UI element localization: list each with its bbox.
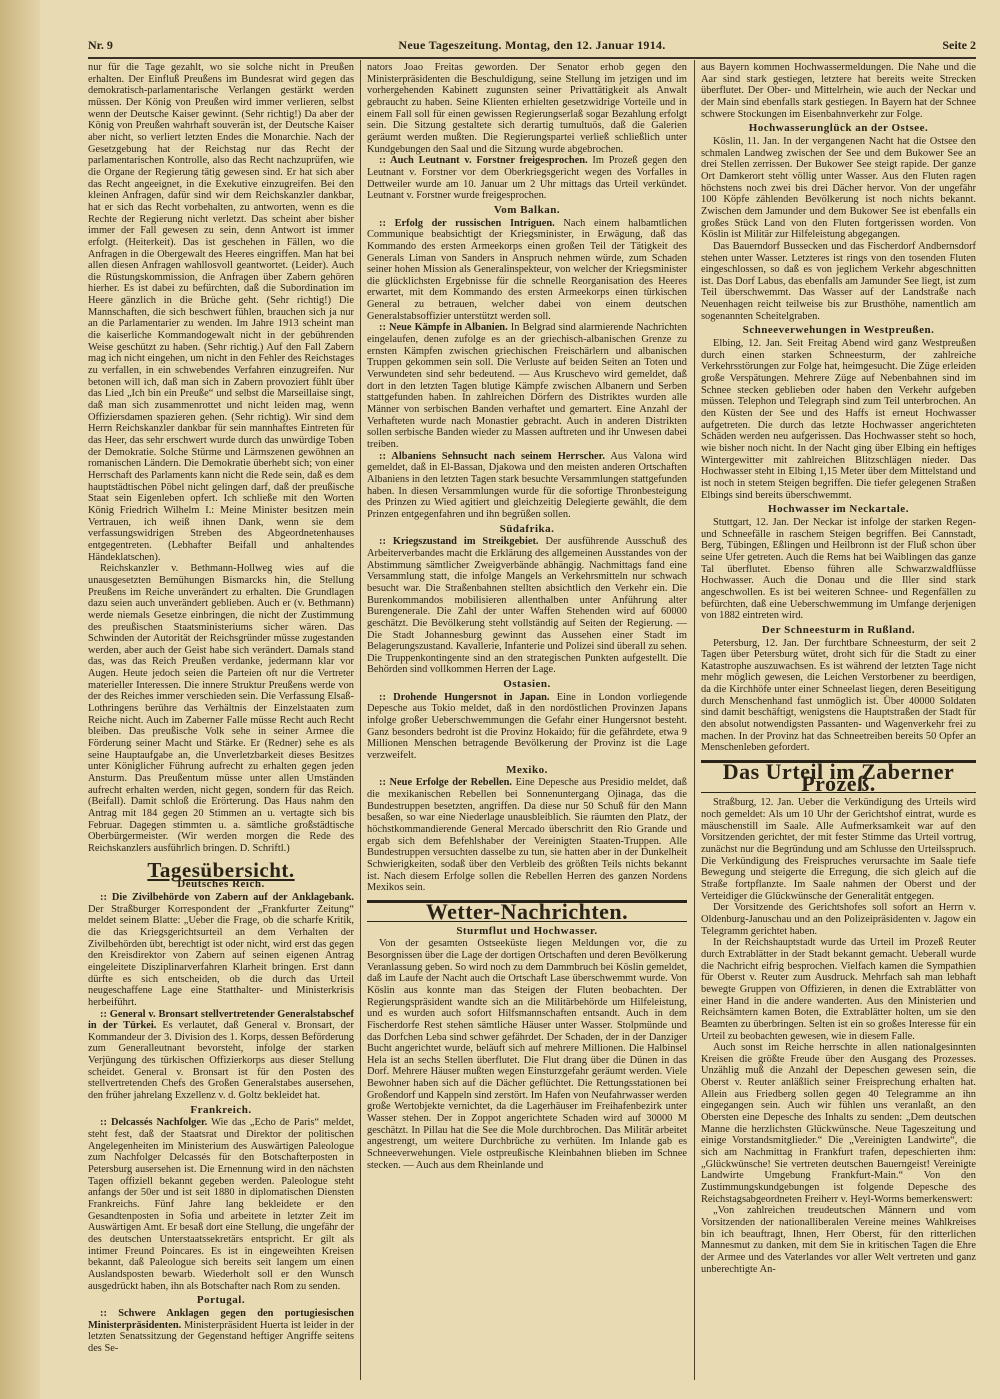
page-number: Seite 2 bbox=[942, 38, 976, 52]
article-paragraph bbox=[701, 1042, 976, 1205]
article-text: Im Prozeß gegen den Leutnant v. Forstner vor dem Oberkriegsgericht wegen des Vorfalles in Dettweiler wurde am 10. Januar um 2 Uhr mittags das Urteil verkündet. Leutnant v. Forstner wurde freigesprochen. bbox=[367, 155, 687, 202]
article-paragraph bbox=[367, 322, 687, 450]
article-headline: :: Die Zivilbehörde von Zabern auf der Anklagebank. bbox=[100, 891, 354, 903]
article-text: nators Joao Freitas geworden. Der Senator erhob gegen den Ministerpräsidenten die Beschuldigung, seine Stellung im jetzigen und im vorhergehenden Kabinett zugunsten seiner Privattätigkeit als Anwalt gebraucht zu haben. Seine Klienten erhielten gesetzwidrige Vorteile und in einem Fall soll für einen gewissen Regierungserlaß sogar Bezahlung erfolgt sein. Die Sitzung gestaltete sich derartig tumultuös, daß die Galerien geräumt werden mußten. Die Regierungspartei verließ schließlich unter Kundgebungen den Saal und die Sitzung wurde abgebrochen. bbox=[367, 62, 687, 155]
article-paragraph bbox=[88, 1117, 354, 1292]
article-text: In der Reichshauptstadt wurde das Urteil im Prozeß Reuter durch Extrablätter in der Stadt bekannt gemacht. Ueberall wurde die Nachricht eifrig besprochen. Vielfach kamen die Sympathien für Oberst v. Reuter zum Ausdruck. Mehrfach sah man lebhaft bewegte Gruppen von Offizieren, in denen die Extrablätter von einer Hand in die andere wanderten. Aus den Ministerien und Reichsämtern kamen Boten, die Extrablätter holten, um sie den Beamten zu überbringen. Selten ist ein so großes Interesse für ein Urteil zu beobachten gewesen, wie in diesem Falle. bbox=[701, 937, 976, 1042]
article-paragraph bbox=[701, 241, 976, 323]
article-text: Von der gesamten Ostseeküste liegen Meldungen vor, die zu Besorgnissen über die Lage der dortigen Ortschaften und deren Bevölkerung Veranlassung geben. So wird noch zu dem Dammbruch bei Köslin gemeldet, daß im Laufe der Nacht auch die Ortschaft Lase überschwemmt wurde. Von Köslin aus konnte man das Steigen der Fluten beobachten. Der Regierungspräsident wandte sich an die Militärbehörde um Hilfeleistung, und es wurden auch sofort Hilfsmannschaften entsandt. Auch in dem Fischerdorfe Rest stehen sämtliche Häuser unter Wasser. Stolpmünde und das Dorfchen Leba sind schwer gefährdet. Der Schaden, der in der Danziger Bucht angerichtet wurde, beläuft sich auf mehrere Millionen. Die Halbinsel Hela ist an sechs Stellen überflutet. Die Flut drang über die Dünen in das Dorf. Mehrere Häuser mußten wegen Einsturzgefahr geräumt werden. Viele Bewohner haben sich auf die Dächer geflüchtet. Die Rettungsstationen bei Großendorf und Kappeln sind zerstört. Im Hafen von Neufahrwasser werden große Wertobjekte vernichtet, da die Lagerhäuser im Freihafenbezirk unter Wasser stehen. Der in Zoppot angerichtete Schaden wird auf 30000 M geschätzt. In Pillau hat die See die Mole durchbrochen. Das Militär arbeitet angestrengt, um weitere Durchbrüche zu verhüten. Im Inlande gab es Schneeverwehungen. Viele ostpreußische Kleinbahnen blieben im Schnee stecken. — Auch aus dem Rheinlande und bbox=[367, 938, 687, 1171]
issue-number: Nr. 9 bbox=[88, 38, 113, 52]
section-heading: Südafrika. bbox=[499, 522, 555, 535]
article-text: Petersburg, 12. Jan. Der furchtbare Schneesturm, der seit 2 Tagen über Petersburg wütet, droht sich für die Stadt zu einer Katastrophe auszuwachsen. Es ist während der letzten Tage nicht mehr möglich gewesen, die Leichen Verstorbener zu beerdigen, da die Kirchhöfe unter einer Schneelast liegen, deren Beseitigung durch Menschenhand fast unmöglich ist. Über 40000 Soldaten sind damit beschäftigt, wenigstens die Hauptstraßen der Stadt für den absolut notwendigsten Passanten- und Wagenverkehr frei zu machen. In der Provinz hat das Schneetreiben bereits 50 Opfer an Menschenleben gefordert. bbox=[701, 637, 976, 754]
article-paragraph bbox=[367, 938, 687, 1171]
header-rule bbox=[88, 57, 976, 59]
major-heading: Tagesübersicht. bbox=[147, 857, 295, 882]
article-paragraph bbox=[701, 136, 976, 241]
column-divider bbox=[360, 60, 361, 1380]
article-headline: :: Drohende Hungersnot in Japan. bbox=[379, 691, 550, 703]
section-heading: Hochwasserunglück an der Ostsee. bbox=[748, 122, 929, 135]
article-paragraph bbox=[367, 692, 687, 762]
article-paragraph bbox=[367, 218, 687, 323]
article-text: Eine Depesche aus Presidio meldet, daß die mexikanischen Rebellen bei Sonnenuntergang Ojinaga, das die Bundestruppen besetzten, angriffen. Da diese nur 50 Schuß für den Mann besaßen, so war eine Niederlage unausbleiblich. Sie räumten den Platz, der höchstkommandierende General Mercado überschritt den Rio Grande und ergab sich dem Befehlshaber der Vereinigten Staaten-Truppen. Alle Bundestruppen versuchten dasselbe zu tun, sie hatten aber in der Dunkelheit Schwierigkeiten, sodaß über den Verbleib des größten Teils nichts bekannt ist. Nach diesem Erfolge sollen die Rebellen Herren des ganzen Nordens Mexikos sein. bbox=[367, 777, 687, 894]
article-text: Stuttgart, 12. Jan. Der Neckar ist infolge der starken Regen- und Schneefälle in raschem Steigen begriffen. Bei Cannstadt, Berg, Tübingen, Eßlingen und Heilbronn ist der Fluß schon über seine Ufer getreten. Auch die Rems hat bei Waiblingen das ganze Tal überflutet. Ebenso führen alle Schwarzwaldflüsse Hochwasser. Auch die Donau und die Iller sind stark angeschwollen. Es ist bei weiteren Schnee- und Regenfällen zu befürchten, daß eine Ueberschwemmung im Umfange derjenigen von 1882 eintreten wird. bbox=[701, 516, 976, 622]
article-paragraph bbox=[367, 62, 687, 155]
article-paragraph bbox=[88, 62, 354, 563]
article-paragraph bbox=[701, 517, 976, 622]
article-text: Auch sonst im Reiche herrschte in allen nationalgesinnten Kreisen die größte Freude über den Ausgang des Prozesses. Unzählig muß die Anzahl der Depeschen gewesen sein, die Oberst v. Reuter anläßlich seiner Freisprechung erhalten hat. Allein aus Friedberg sollen gegen 40 Telegramme an ihn eingegangen sein. Auch wir fühlen uns veranlaßt, an den Obersten eine Depesche des Inhalts zu senden: „Dem deutschen Manne die herzlichsten Glückwünsche. Neue Tageszeitung und einige Vorstandsmitglieder.“ Die „Vereinigten Landwirte“, die sich am Nachmittag in Frankfurt trafen, depeschierten ihm: „Glückwünsche! Sie vertreten deutschen Bauerngeist! Vereinigte Landwirte Umgebung Frankfurt-Main.“ Von den Zustimmungskundgebungen ist folgende Depesche des Reichstagsabgeordneten Freiherr v. Heyl-Worms bemerkenswert: bbox=[701, 1042, 976, 1205]
article-text: Ministerpräsident Huerta ist leider in der letzten Senatssitzung der Gegenstand heftiger Angriffe seitens des Se- bbox=[88, 1319, 354, 1354]
column-divider bbox=[694, 60, 695, 1380]
article-headline: :: Auch Leutnant v. Forstner freigesprochen. bbox=[379, 155, 588, 167]
article-paragraph bbox=[88, 1009, 354, 1102]
article-headline: :: General v. Bronsart stellvertretender Generalstabschef in der Türkei. bbox=[88, 1008, 354, 1032]
article-text: Aus Valona wird gemeldet, daß in El-Bassan, Djakowa und den meisten anderen Ortschaften Albaniens in den letzten Tagen stark besuchte Versammlungen stattgefunden haben. In diesen Versammlungen wurde für die sofortige Thronbesteigung des Prinzen zu Wied agitiert und gleichzeitig Delegierte gewählt, die dem Prinzen entgegenfahren und ihn begrüßen sollen. bbox=[367, 450, 687, 520]
article-paragraph bbox=[367, 155, 687, 202]
masthead: Neue Tageszeitung. Montag, den 12. Januar 1914. bbox=[398, 38, 666, 52]
page-header bbox=[88, 38, 976, 56]
article-text: Eine in London vorliegende Depesche aus Tokio meldet, daß in den nordöstlichen Provinzen Japans infolge großer Ueberschwemmungen die Gefahr einer Hungersnot besteht. Ganz besonders bedroht ist die Provinz Hokaido; für die gefährdete, etwa 9 Millionen Menschen betragende Bevölkerung der Provinz ist die Lage verzweifelt. bbox=[367, 691, 687, 762]
article-headline: :: Erfolg der russischen Intriguen. bbox=[379, 217, 555, 229]
article-paragraph bbox=[701, 1205, 976, 1275]
article-paragraph bbox=[88, 1308, 354, 1355]
section-heading: Ostasien. bbox=[503, 678, 551, 691]
article-paragraph bbox=[88, 563, 354, 854]
article-text: Das Bauerndorf Bussecken und das Fischerdorf Andbernsdorf stehen unter Wasser. Letzteres ist rings von den tosenden Fluten eingeschlossen, so daß es von jeglichem Verkehr abgeschnitten ist. Das Dorf Labus, das ebenfalls am Jamunder See liegt, ist zum Teil überschwemmt. Das Wasser auf der Landstraße nach Neuenhagen reicht teilweise bis zur Brusthöhe, namentlich am sogenannten Scheitelgraben. bbox=[701, 240, 976, 322]
article-text: Reichskanzler v. Bethmann-Hollweg wies auf die unausgesetzten Bemühungen Bismarcks hin, die Stellung Preußens im Reiche unverändert zu erhalten. Die Grundlagen dazu seien auch unverändert geblieben. Auch er (v. Bethmann) werde niemals Gesetze einbringen, die nicht der Zustimmung des preußischen Staatsministeriums sicher wären. Das Schwinden der Autorität der Reichsgründer müsse zugestanden werden, aber auch der Geist habe sich verändert. Damals stand das, was das Reich Preußen verdanke, jedermann klar vor Augen. Heute jedoch seien die Parteien oft nur die Vertreter materieller Interessen. Die innere Struktur Preußens werde von der des Reiches immer verschieden sein. Die Verfassung Elsaß-Lothringens berühre das Verhältnis der Einzelstaaten zum Reiche nicht. Auch im Zaberner Falle müsse Recht auch Recht bleiben. Das preußische Volk sehe in seiner Armee die Förderung seiner Macht und Stärke. Er (Redner) sehe es als seine Hauptaufgabe an, die Unverletzbarkeit dieses Besitzes unter Königlicher Führung aufrecht zu erhalten gegen jeden Ansturm. Das Preußentum müsse unter allen Umständen aufrecht erhalten werden, nicht gegen, sondern für das Reich. (Beifall). Damit schloß die Erörterung. Das Haus nahm den Antrag mit 184 gegen 20 Stimmen an u. vertagte sich bis Februar. Dagegen stimmten u. a. sämtliche großstädtische Oberbürgermeister. (Wir werden morgen die Rede des Reichskanzlers ausführlich bringen. D. Schriftl.) bbox=[88, 563, 354, 854]
article-paragraph bbox=[88, 892, 354, 1009]
section-heading: Hochwasser im Neckartale. bbox=[768, 503, 909, 516]
article-headline: :: Kriegszustand im Streikgebiet. bbox=[379, 536, 539, 548]
article-text: Der Straßburger Korrespondent der „Frankfurter Zeitung“ meldet seinem Blatte: „Ueber die Frage, ob die scharfe Kritik, die das Kriegsgerichtsurteil an dem Verhalten der Zivilbehörden übt, berechtigt ist oder nicht, wird erst das gegen den Kreisdirektor von Zabern auf seinen eigenen Antrag eingeleitete Disziplinarverfahren Klarheit bringen. Erst dann dürfte es sich entscheiden, ob die durch das Urteil neugeschaffene Lage eine Statthalter- und Ministerkrisis herbeiführt. bbox=[88, 903, 354, 1008]
section-heading: Portugal. bbox=[196, 1294, 246, 1307]
article-paragraph bbox=[701, 937, 976, 1042]
section-heading: Frankreich. bbox=[190, 1103, 252, 1116]
article-paragraph bbox=[701, 638, 976, 755]
article-text: Wie das „Echo de Paris“ meldet, steht fest, daß der Staatsrat und Direktor der politischen Angelegenheiten im Ministerium des Auswärtigen Paleologue zum Nachfolger Delcassés für den Botschafterposten in Petersburg ausersehen ist. Die Ernennung wird in den nächsten Tagen offiziell bekannt gegeben werden. Paleologue steht anfangs der 50er und ist seit 1880 in diplomatischen Diensten Frankreichs. Fünf Jahre lang bekleidete er den Gesandtenposten in Sofia und arbeitete in letzter Zeit im Auswärtigen Amt. Er besaß dort eine Stellung, die ungefähr der des deutschen Unterstaatssekretärs entspricht. Er gilt als intimer Freund Poincares. Es ist in eingeweihten Kreisen bekannt, daß Paleologue sich bereits seit langem um einen Auslandsposten bewarb. Wiederholt soll er den Wunsch ausgedrückt haben, ihn als Botschafter nach Rom zu senden. bbox=[88, 1117, 354, 1292]
article-paragraph bbox=[701, 338, 976, 501]
article-text: Der Vorsitzende des Gerichtshofes soll sofort an Herrn v. Oldenburg-Januschau und an den Polizeipräsidenten v. Jagow ein Telegramm gerichtet haben. bbox=[701, 902, 976, 937]
article-text: In Belgrad sind alarmierende Nachrichten eingelaufen, denen zufolge es an der griechisch-albanischen Grenze zu ernsten Kämpfen zwischen griechischen Freischärlern und albanischen Truppen gekommen sein soll. Die Verluste auf beiden Seiten an Toten und Verwundeten sind sehr bedeutend. — Aus Kruschevo wird gemeldet, daß dort in den letzten Tagen blutige Kämpfe zwischen Albanern und Serben stattgefunden haben. In zahlreichen Dörfern des Distriktes wurden alle Männer von serbischen Banden verhaftet und gemartert. Eine Anzahl der Verhafteten wurde nach Monastier gebracht. Auch in anderen Distrikten sollen serbische Banden wieder zu Massen auftreten und ihr Unwesen dabei treiben. bbox=[367, 322, 687, 450]
major-heading: Das Urteil im Zaberner Prozeß. bbox=[701, 760, 976, 793]
column-3 bbox=[701, 62, 976, 1380]
article-paragraph bbox=[367, 451, 687, 521]
section-heading: Mexiko. bbox=[506, 763, 548, 776]
article-text: „Von zahlreichen treudeutschen Männern und vom Vorsitzenden der nationalliberalen Vereine meines Wahlkreises bin ich beauftragt, Ihnen, Herr Oberst, für den ritterlichen Mannesmut zu danken, mit dem Sie in kritischen Tagen die Ehre der Armee und des Vaterlandes vor aller Welt vertreten und ganz unberechtigte An- bbox=[701, 1205, 976, 1275]
article-text: Straßburg, 12. Jan. Ueber die Verkündigung des Urteils wird noch gemeldet: Als um 10 Uhr der Gerichtshof eintrat, wurde es mäuschenstill im Saale. Alle Aufmerksamkeit war auf den Vorsitzenden gerichtet, der mit fester Stimme das Urteil vortrug, zunächst nur die Begründung und am Schlusse den Urteilsspruch. Die Verkündigung des Freispruches verursachte im Saale tiefe Bewegung und steigerte die Erregung, die sich gleich auf die Straße fortpflanzte. Im Saale nahmen der Oberst und der Verteidiger die Glückwünsche der Generalität entgegen. bbox=[701, 797, 976, 902]
article-text: Köslin, 11. Jan. In der vergangenen Nacht hat die Ostsee den schmalen Landweg zwischen der See und dem Bukower See an drei Stellen zerrissen. Der Bukower See steigt rapide. Der ganze Ort Damkerort steht völlig unter Wasser. Aus den Fluten ragen höchstens noch zwei bis drei Dächer hervor. Von der ungefähr 100 Köpfe zählenden Bevölkerung ist noch nichts bekannt. Zwischen dem Jamunder und dem Bukower See ist ebenfalls ein großes Stück Land von den Fluten fortgerissen worden. Von Köslin ist Militär zur Hilfeleistung abgegangen. bbox=[701, 135, 976, 241]
column-2 bbox=[367, 62, 687, 1380]
article-text: Es verlautet, daß General v. Bronsart, der Kommandeur der 3. Division des 1. Korps, dessen Beförderung zum Generalleutnant bevorsteht, infolge der starken Verjüngung des türkischen Offizierkorps aus dieser Stellung scheidet. General v. Bronsart ist für den Posten des stellvertretenden Chefs des Großen Generalstabes ausersehen, den früher jahrelang Exzellenz v. d. Goltz bekleidet hat. bbox=[88, 1020, 354, 1102]
article-headline: :: Delcassés Nachfolger. bbox=[100, 1117, 208, 1129]
article-headline: :: Albaniens Sehnsucht nach seinem Herrscher. bbox=[379, 450, 605, 462]
article-text: Der ausführende Ausschuß des Arbeiterverbandes macht die Erklärung des allgemeinen Ausstandes von der Abstimmung sämtlicher Zweigverbände abhängig. Nachmittags fand eine Versammlung statt, die infolge Mangels an Verkehrsmitteln nur schwach besucht war. Die Straßenbahnen stellten absichtlich den Verkehr ein. Die Burenkommandos mobilisieren allenthalben unter Anführung alter Burengenerale. Die Zahl der unter Waffen Stehenden wird auf 60000 geschätzt. Die Bevölkerung steht vollständig auf Seiten der Regierung. — Die Stadt Johannesburg gewinnt das Aussehen einer Stadt im Belagerungszustand. Kavallerie, Infanterie und Polizei sind überall zu sehen. Die Truppenkontingente sind an den strategischen Punkten aufgestellt. Die Behörden sind vollkommen Herren der Lage. bbox=[367, 536, 687, 676]
column-1 bbox=[88, 62, 354, 1380]
article-text: nur für die Tage gezahlt, wo sie solche nicht in Preußen erhalten. Der Einfluß Preußens im Bundesrat wird gegen das demokratisch-parlamentarische Verlangen gestärkt werden müssen. Der König von Preußen wird immer verlieren, selbst wenn der Deutsche Kaiser gewinnt. (Sehr richtig!) Da aber der König von Preußen wahrhaft souverän ist, der Deutsche Kaiser aber nicht, so verliert letzten Endes die Monarchie. Nach der Gesetzgebung hat der Reichstag nur das Recht der parlamentarischen Kontrolle, also das Recht nachzuprüfen, wie die Organe der Regierung tätig gewesen sind. Er hat sich aber das Recht angeeignet, in die Exekutive einzugreifen. Bei den kleinen Anfragen, dafür sind wir dem Reichskanzler dankbar, hat er sich das Recht vorbehalten, zu antworten, wenn es die Rechte der Regierung nicht verletzt. Das scheint aber bisher immer der Fall gewesen zu sein, denn Antwort ist immer erfolgt. (Heiterkeit). Das ist geschehen in Fällen, wo die Anfragen in die Obergewalt des Heeres eingriffen. Man hat bei allen diesen Anfragen wahllosvoll geantwortet. (Leider). Auch die Rüstungskommission, die Anfragen über Zabern gehören hierher. Es ist dabei zu befürchten, daß die Subordination im Heere gänzlich in die Brüche geht. (Sehr richtig!) Die Mannschaften, die sich beschwert fühlen, brauchen sich ja nur an die Parlamentarier zu wenden. Im Jahre 1913 scheint man die kaiserliche Kommandogewalt nicht in der gebührenden Weise geschützt zu haben. (Sehr richtig.) Auf den Fall Zabern mag ich nicht eingehen, um nicht in den Fehler des Reichstages zu verfallen, in ein schwebendes Verfahren einzugreifen. Nur betonen will ich, daß man sich in Zabern provoziert fühlt über das Lied „Ich bin ein Preuße“ und selbst die Marseillaise singt, daß man sich zusammenrottet und nicht leiden mag, wenn Offiziersdamen spazieren gehen. (Sehr richtig). Wir sind dem Herrn Reichskanzler dankbar für sein mannhaftes Eintreten für das Heer, das sehr erschwert wurde durch das unwürdige Toben der Demokratie. Solche Stürme und Lärmszenen gewöhnen an romanischen Ländern. Die Demokratie überhebt sich; von einer Herrschaft des Parlaments kann nicht die Rede sein, daß es dem hauptstädtischen Pöbel nicht gelingen darf, daß der preußische Staat sein Eigenleben opfert. Ich schließe mit den Worten König Friedrich Wilhelm I.: Meine Minister besitzen mein Vertrauen, ich weiß ihnen Dank, wenn sie dem verfassungswidrigen Streben des Abgeordnetenhauses entgegentreten. (Lebhafter Beifall und anhaltendes Händeklatschen). bbox=[88, 62, 354, 563]
article-text: Elbing, 12. Jan. Seit Freitag Abend wird ganz Westpreußen durch einen starken Schneesturm, der zahlreiche Verkehrsstörungen zur Folge hat, heimgesucht. Die Züge erleiden große Verspätungen. Mehrere Züge auf Nebenbahnen sind im Schnee stecken geblieben oder haben den Verkehr aufgeben müssen. Telephon und Telegraph sind zum Teil unterbrochen. An den Küsten der See und des Haffs ist erneut Hochwasser aufgetreten. Die durch das letzte Hochwasser angerichteten Schäden werden neu aufgerissen. Das Hochwasser steht so hoch, wie bisher noch nicht. In der Nacht ging über Elbing ein heftiges Wintergewitter mit zahlreichen Blitzschlägen nieder. Das Hochwasser steht in Elbing 1,15 Meter über dem Mittelstand und ist noch in stetem Steigen begriffen. Die tiefer gelegenen Straßen Elbings sind bereits überschwemmt. bbox=[701, 338, 976, 501]
article-paragraph bbox=[367, 777, 687, 894]
section-heading: Schneeverwehungen in Westpreußen. bbox=[742, 324, 935, 337]
article-headline: :: Schwere Anklagen gegen den portugiesischen Ministerpräsidenten. bbox=[88, 1307, 354, 1331]
article-text: aus Bayern kommen Hochwassermeldungen. Die Nahe und die Aar sind stark gestiegen, letztere hat bereits weite Strecken überflutet. Der Ober- und Mittelrhein, wie auch der Neckar und der Main sind ebenfalls stark gestiegen. In Bayern hat der Schnee schwere Stockungen im Eisenbahnverkehr zur Folge. bbox=[701, 62, 976, 120]
major-heading: Wetter-Nachrichten. bbox=[367, 900, 687, 922]
article-paragraph bbox=[701, 797, 976, 902]
article-paragraph bbox=[701, 902, 976, 937]
article-text: Nach einem halbamtlichen Communique beabsichtigt der Kriegsminister, in Erwägung, daß das Kommando des ersten Armeekorps einen großen Teil der Tätigkeit des Generals Liman von Sanders in Anspruch nehmen würde, zum Schaden seiner hohen Mission als Generalinspekteur, von welcher der Kriegsminister die glücklichsten Ergebnisse für die schnelle Reorganisation des Heeres erwartet, mit dem Kommando des ersten Armeekorps einen türkischen General zu betrauen, welcher dabei von einem deutschen Generalstabsoffizier unterstützt werden soll. bbox=[367, 217, 687, 322]
article-headline: :: Neue Kämpfe in Albanien. bbox=[379, 322, 508, 334]
article-paragraph bbox=[367, 536, 687, 676]
article-paragraph bbox=[701, 62, 976, 120]
article-headline: :: Neue Erfolge der Rebellen. bbox=[379, 777, 512, 789]
section-heading: Deutsches Reich. bbox=[177, 878, 265, 891]
section-heading: Sturmflut und Hochwasser. bbox=[456, 924, 598, 937]
paper-edge bbox=[0, 0, 40, 1399]
section-heading: Der Schneesturm in Rußland. bbox=[761, 623, 916, 636]
section-heading: Vom Balkan. bbox=[493, 203, 561, 216]
